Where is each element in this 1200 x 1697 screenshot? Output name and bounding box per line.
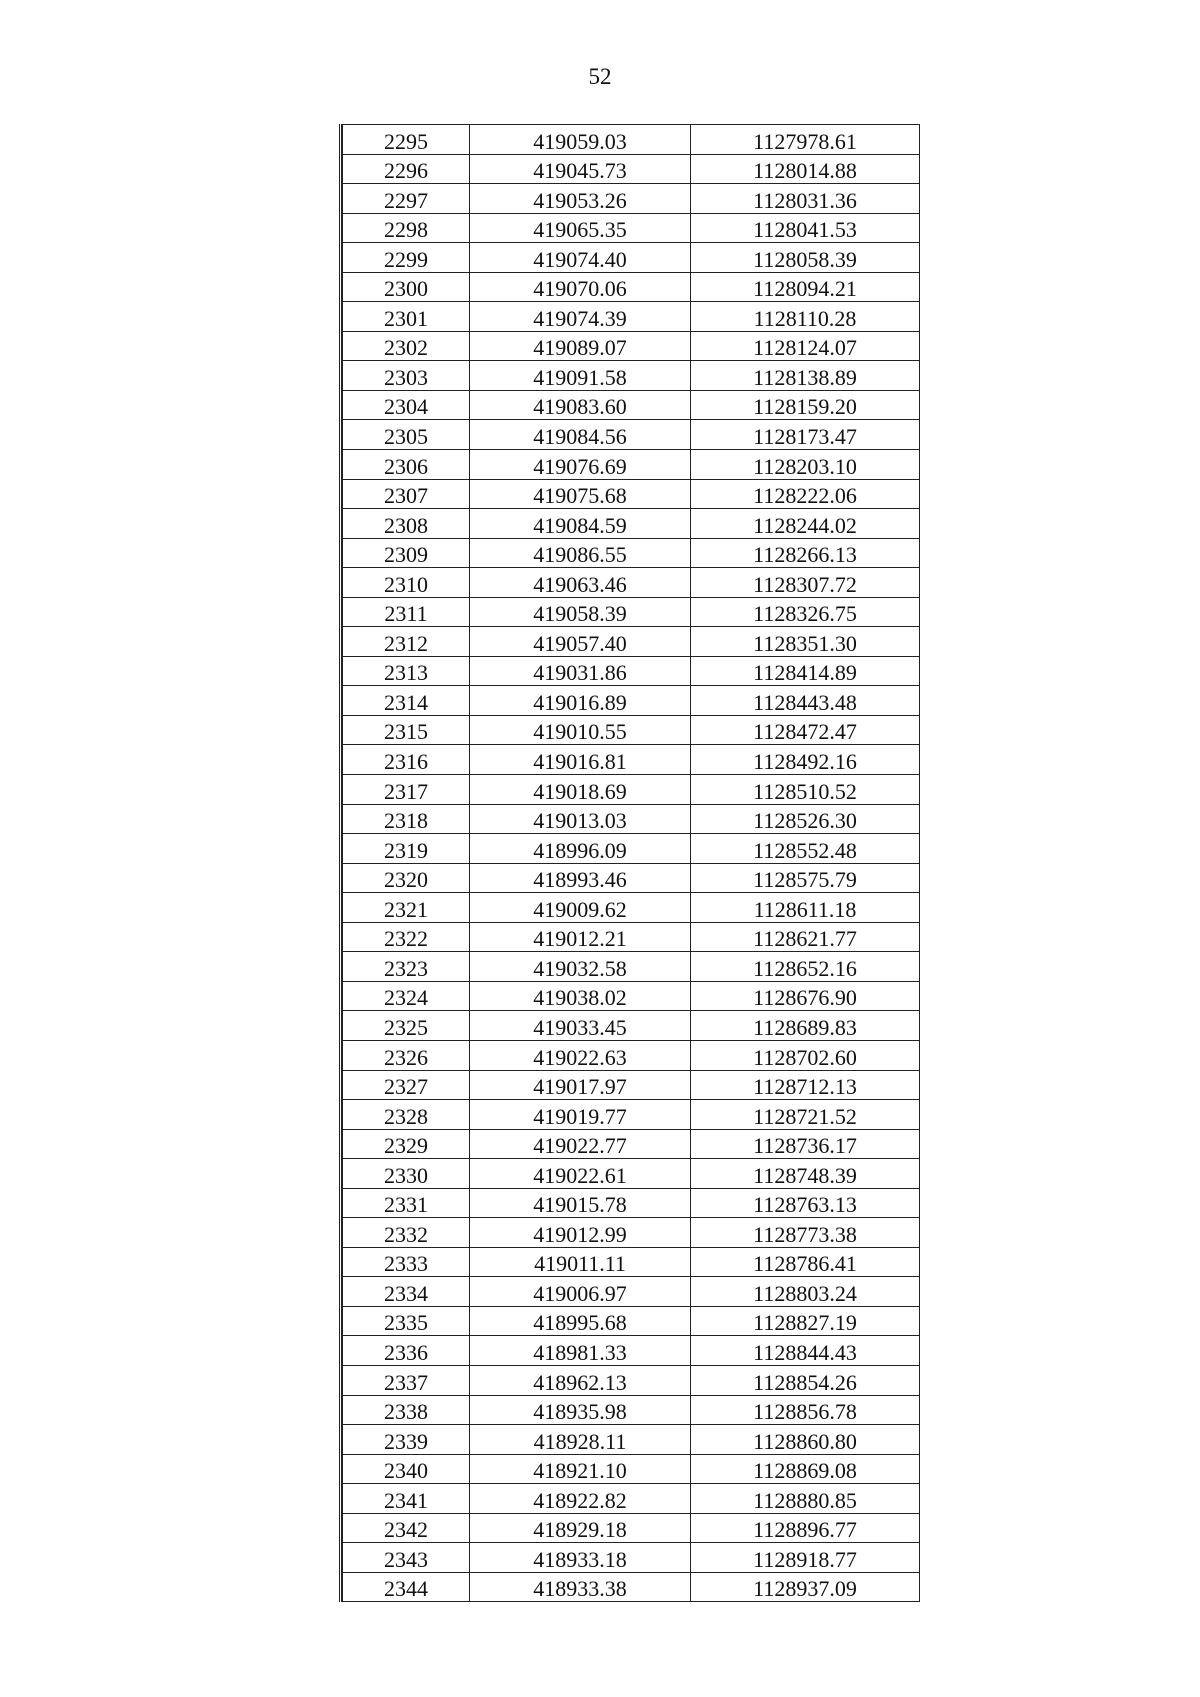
y-coordinate-cell: 1128526.30 [691,804,920,834]
table-row [343,420,920,450]
y-coordinate-cell: 1128652.16 [691,952,920,982]
table-row [343,390,920,420]
y-coordinate-cell: 1128492.16 [691,745,920,775]
point-number-cell: 2318 [343,804,470,834]
x-coordinate-cell: 419045.73 [470,154,691,184]
x-coordinate-cell: 418921.10 [470,1454,691,1484]
x-coordinate-cell: 419016.81 [470,745,691,775]
table-row [343,686,920,716]
table-row [343,1454,920,1484]
y-coordinate-cell: 1128773.38 [691,1218,920,1248]
y-coordinate-cell: 1128159.20 [691,390,920,420]
x-coordinate-cell: 419012.21 [470,922,691,952]
y-coordinate-cell: 1128443.48 [691,686,920,716]
table-row [343,302,920,332]
y-coordinate-cell: 1128736.17 [691,1129,920,1159]
x-coordinate-cell: 419086.55 [470,538,691,568]
table-row [343,1425,920,1455]
y-coordinate-cell: 1128676.90 [691,981,920,1011]
x-coordinate-cell: 419018.69 [470,775,691,805]
x-coordinate-cell: 419063.46 [470,568,691,598]
x-coordinate-cell: 419083.60 [470,390,691,420]
table-row [343,509,920,539]
y-coordinate-cell: 1128854.26 [691,1365,920,1395]
table-row [343,804,920,834]
page-number: 52 [588,64,612,89]
point-number-cell: 2304 [343,390,470,420]
y-coordinate-cell: 1128860.80 [691,1425,920,1455]
point-number-cell: 2303 [343,361,470,391]
table-row [343,715,920,745]
point-number-cell: 2326 [343,1040,470,1070]
x-coordinate-cell: 418928.11 [470,1425,691,1455]
x-coordinate-cell: 418922.82 [470,1484,691,1514]
x-coordinate-cell: 419076.69 [470,450,691,480]
point-number-cell: 2307 [343,479,470,509]
table-row [343,213,920,243]
table-row [343,1513,920,1543]
table-row [343,775,920,805]
x-coordinate-cell: 418995.68 [470,1306,691,1336]
table-row [343,597,920,627]
table-row [343,981,920,1011]
table-row [343,1247,920,1277]
point-number-cell: 2313 [343,656,470,686]
point-number-cell: 2315 [343,715,470,745]
table-row [343,863,920,893]
table-row [343,1484,920,1514]
y-coordinate-cell: 1128058.39 [691,243,920,273]
y-coordinate-cell: 1128552.48 [691,834,920,864]
y-coordinate-cell: 1128173.47 [691,420,920,450]
point-number-cell: 2328 [343,1100,470,1130]
y-coordinate-cell: 1128414.89 [691,656,920,686]
point-number-cell: 2312 [343,627,470,657]
point-number-cell: 2300 [343,272,470,302]
x-coordinate-cell: 419006.97 [470,1277,691,1307]
point-number-cell: 2334 [343,1277,470,1307]
x-coordinate-cell: 418933.38 [470,1572,691,1602]
coordinates-table [342,124,920,1602]
table-row [343,1365,920,1395]
table-row [343,1011,920,1041]
x-coordinate-cell: 419022.77 [470,1129,691,1159]
y-coordinate-cell: 1128094.21 [691,272,920,302]
table-row [343,1395,920,1425]
table-row [343,745,920,775]
table-row [343,184,920,214]
point-number-cell: 2344 [343,1572,470,1602]
point-number-cell: 2298 [343,213,470,243]
point-number-cell: 2337 [343,1365,470,1395]
point-number-cell: 2339 [343,1425,470,1455]
x-coordinate-cell: 419016.89 [470,686,691,716]
x-coordinate-cell: 419084.59 [470,509,691,539]
y-coordinate-cell: 1128611.18 [691,893,920,923]
y-coordinate-cell: 1128014.88 [691,154,920,184]
y-coordinate-cell: 1128266.13 [691,538,920,568]
table-row [343,627,920,657]
point-number-cell: 2308 [343,509,470,539]
y-coordinate-cell: 1128621.77 [691,922,920,952]
x-coordinate-cell: 419074.40 [470,243,691,273]
y-coordinate-cell: 1128124.07 [691,331,920,361]
point-number-cell: 2331 [343,1188,470,1218]
y-coordinate-cell: 1128869.08 [691,1454,920,1484]
table-row [343,834,920,864]
point-number-cell: 2323 [343,952,470,982]
x-coordinate-cell: 419053.26 [470,184,691,214]
table-row [343,952,920,982]
point-number-cell: 2296 [343,154,470,184]
point-number-cell: 2341 [343,1484,470,1514]
point-number-cell: 2342 [343,1513,470,1543]
y-coordinate-cell: 1128203.10 [691,450,920,480]
x-coordinate-cell: 419022.61 [470,1159,691,1189]
x-coordinate-cell: 419075.68 [470,479,691,509]
y-coordinate-cell: 1127978.61 [691,125,920,155]
x-coordinate-cell: 419031.86 [470,656,691,686]
x-coordinate-cell: 418981.33 [470,1336,691,1366]
y-coordinate-cell: 1128138.89 [691,361,920,391]
table-row [343,568,920,598]
x-coordinate-cell: 419010.55 [470,715,691,745]
point-number-cell: 2297 [343,184,470,214]
table-row [343,361,920,391]
point-number-cell: 2333 [343,1247,470,1277]
y-coordinate-cell: 1128748.39 [691,1159,920,1189]
table-row [343,538,920,568]
table-row [343,1543,920,1573]
x-coordinate-cell: 418993.46 [470,863,691,893]
x-coordinate-cell: 419070.06 [470,272,691,302]
y-coordinate-cell: 1128937.09 [691,1572,920,1602]
x-coordinate-cell: 419032.58 [470,952,691,982]
table-row [343,1277,920,1307]
y-coordinate-cell: 1128041.53 [691,213,920,243]
x-coordinate-cell: 419013.03 [470,804,691,834]
table-row [343,331,920,361]
y-coordinate-cell: 1128721.52 [691,1100,920,1130]
table-row [343,1129,920,1159]
point-number-cell: 2327 [343,1070,470,1100]
table-row [343,272,920,302]
point-number-cell: 2335 [343,1306,470,1336]
y-coordinate-cell: 1128222.06 [691,479,920,509]
point-number-cell: 2343 [343,1543,470,1573]
y-coordinate-cell: 1128326.75 [691,597,920,627]
point-number-cell: 2338 [343,1395,470,1425]
point-number-cell: 2322 [343,922,470,952]
y-coordinate-cell: 1128803.24 [691,1277,920,1307]
table-row [343,1306,920,1336]
x-coordinate-cell: 419074.39 [470,302,691,332]
table-row [343,243,920,273]
x-coordinate-cell: 419059.03 [470,125,691,155]
y-coordinate-cell: 1128575.79 [691,863,920,893]
x-coordinate-cell: 419022.63 [470,1040,691,1070]
point-number-cell: 2324 [343,981,470,1011]
x-coordinate-cell: 419065.35 [470,213,691,243]
x-coordinate-cell: 419084.56 [470,420,691,450]
point-number-cell: 2332 [343,1218,470,1248]
x-coordinate-cell: 419057.40 [470,627,691,657]
point-number-cell: 2314 [343,686,470,716]
table-row [343,922,920,952]
y-coordinate-cell: 1128763.13 [691,1188,920,1218]
y-coordinate-cell: 1128351.30 [691,627,920,657]
x-coordinate-cell: 418933.18 [470,1543,691,1573]
y-coordinate-cell: 1128712.13 [691,1070,920,1100]
x-coordinate-cell: 419019.77 [470,1100,691,1130]
table-row [343,1572,920,1602]
table-row [343,1218,920,1248]
x-coordinate-cell: 419012.99 [470,1218,691,1248]
y-coordinate-cell: 1128918.77 [691,1543,920,1573]
table-row [343,479,920,509]
x-coordinate-cell: 419089.07 [470,331,691,361]
point-number-cell: 2305 [343,420,470,450]
point-number-cell: 2299 [343,243,470,273]
x-coordinate-cell: 419058.39 [470,597,691,627]
point-number-cell: 2330 [343,1159,470,1189]
point-number-cell: 2309 [343,538,470,568]
x-coordinate-cell: 419015.78 [470,1188,691,1218]
point-number-cell: 2295 [343,125,470,155]
table-row [343,1100,920,1130]
point-number-cell: 2310 [343,568,470,598]
x-coordinate-cell: 419011.11 [470,1247,691,1277]
x-coordinate-cell: 419038.02 [470,981,691,1011]
table-row [343,450,920,480]
table-row [343,1040,920,1070]
point-number-cell: 2301 [343,302,470,332]
y-coordinate-cell: 1128510.52 [691,775,920,805]
y-coordinate-cell: 1128244.02 [691,509,920,539]
x-coordinate-cell: 419033.45 [470,1011,691,1041]
x-coordinate-cell: 418996.09 [470,834,691,864]
point-number-cell: 2325 [343,1011,470,1041]
table-row [343,154,920,184]
table-row [343,1070,920,1100]
x-coordinate-cell: 418935.98 [470,1395,691,1425]
point-number-cell: 2311 [343,597,470,627]
point-number-cell: 2320 [343,863,470,893]
point-number-cell: 2329 [343,1129,470,1159]
y-coordinate-cell: 1128031.36 [691,184,920,214]
table-row [343,125,920,155]
y-coordinate-cell: 1128702.60 [691,1040,920,1070]
y-coordinate-cell: 1128896.77 [691,1513,920,1543]
point-number-cell: 2306 [343,450,470,480]
point-number-cell: 2319 [343,834,470,864]
y-coordinate-cell: 1128856.78 [691,1395,920,1425]
y-coordinate-cell: 1128110.28 [691,302,920,332]
point-number-cell: 2302 [343,331,470,361]
y-coordinate-cell: 1128880.85 [691,1484,920,1514]
y-coordinate-cell: 1128472.47 [691,715,920,745]
x-coordinate-cell: 418962.13 [470,1365,691,1395]
table-row [343,1336,920,1366]
y-coordinate-cell: 1128827.19 [691,1306,920,1336]
table-row [343,656,920,686]
x-coordinate-cell: 419009.62 [470,893,691,923]
coordinates-table-container [339,124,916,1602]
y-coordinate-cell: 1128689.83 [691,1011,920,1041]
x-coordinate-cell: 419091.58 [470,361,691,391]
point-number-cell: 2317 [343,775,470,805]
point-number-cell: 2316 [343,745,470,775]
x-coordinate-cell: 418929.18 [470,1513,691,1543]
table-row [343,1188,920,1218]
point-number-cell: 2321 [343,893,470,923]
y-coordinate-cell: 1128844.43 [691,1336,920,1366]
table-row [343,1159,920,1189]
point-number-cell: 2340 [343,1454,470,1484]
point-number-cell: 2336 [343,1336,470,1366]
y-coordinate-cell: 1128786.41 [691,1247,920,1277]
y-coordinate-cell: 1128307.72 [691,568,920,598]
coordinates-table-body [343,125,920,1602]
table-row [343,893,920,923]
x-coordinate-cell: 419017.97 [470,1070,691,1100]
